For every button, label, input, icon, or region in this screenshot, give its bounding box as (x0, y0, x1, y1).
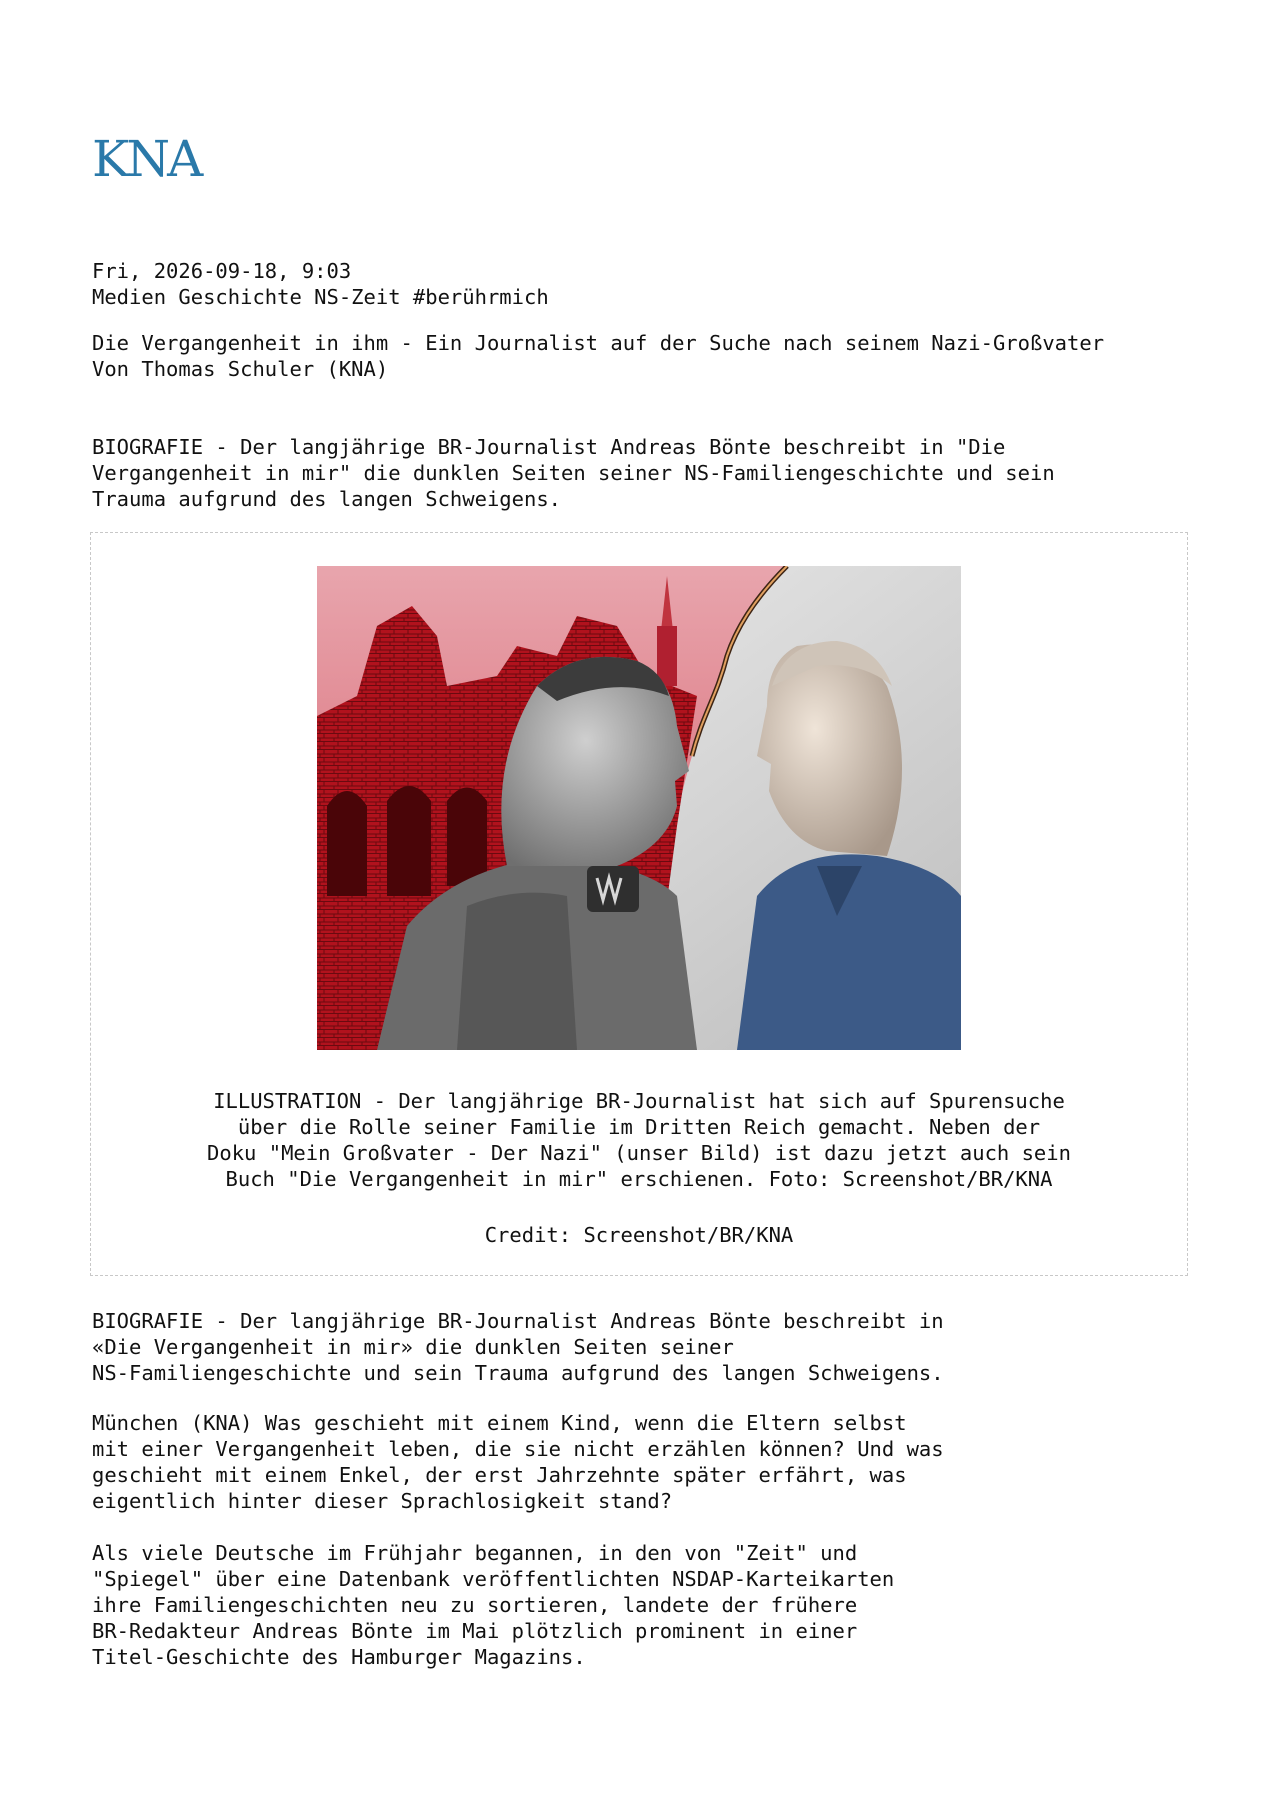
article-title: Die Vergangenheit in ihm - Ein Journalist auf der Suche nach seinem Nazi-Großvater (92, 331, 1105, 355)
article-tags: Medien Geschichte NS-Zeit #berührmich (92, 285, 549, 309)
article-header (92, 330, 1192, 382)
article-paragraph: Als viele Deutsche im Frühjahr begannen, in den von "Zeit" und "Spiegel" über eine Datenbank veröffentlichten NSDAP-Karteikarten ihre Familiengeschichten neu zu sortieren, landete der frühere BR-Redakteur Andreas Bönte im Mai plötzlich prominent in einer Titel-Geschichte des Hamburger Magazins. (92, 1541, 895, 1669)
kna-logo: KNA (92, 130, 201, 188)
article-date: Fri, 2026-09-18, 9:03 (92, 259, 352, 283)
article-paragraph: München (KNA) Was geschieht mit einem Kind, wenn die Eltern selbst mit einer Vergangenheit leben, die sie nicht erzählen können? Und was geschieht mit einem Enkel, der erst Jahrzehnte später erfährt, was eigentlich hinter dieser Sprachlosigkeit stand? (92, 1411, 944, 1513)
article-meta (92, 258, 1192, 310)
article-paragraph: BIOGRAFIE - Der langjährige BR-Journalist Andreas Bönte beschreibt in «Die Vergangenheit in mir» die dunklen Seiten seiner NS-Familiengeschichte und sein Trauma aufgrund des langen Schweigens. (92, 1309, 944, 1385)
figure-caption: ILLUSTRATION - Der langjährige BR-Journalist hat sich auf Spurensuche über die Rolle seiner Familie im Dritten Reich gemacht. Neben der Doku "Mein Großvater - Der Nazi" (unser Bild) ist dazu jetzt auch sein Buch "Die Vergangenheit in mir" erschienen. Foto: Screenshot/BR/KNA (207, 1089, 1071, 1191)
figure-credit: Credit: Screenshot/BR/KNA (484, 1223, 794, 1247)
illustration-image (317, 566, 961, 1050)
article-byline: Von Thomas Schuler (KNA) (92, 357, 389, 381)
article-figure (90, 532, 1188, 1276)
article-teaser: BIOGRAFIE - Der langjährige BR-Journalist Andreas Bönte beschreibt in "Die Vergangenheit in mir" die dunklen Seiten seiner NS-Familiengeschichte und sein Trauma aufgrund des langen Schweigens. (92, 435, 1055, 511)
